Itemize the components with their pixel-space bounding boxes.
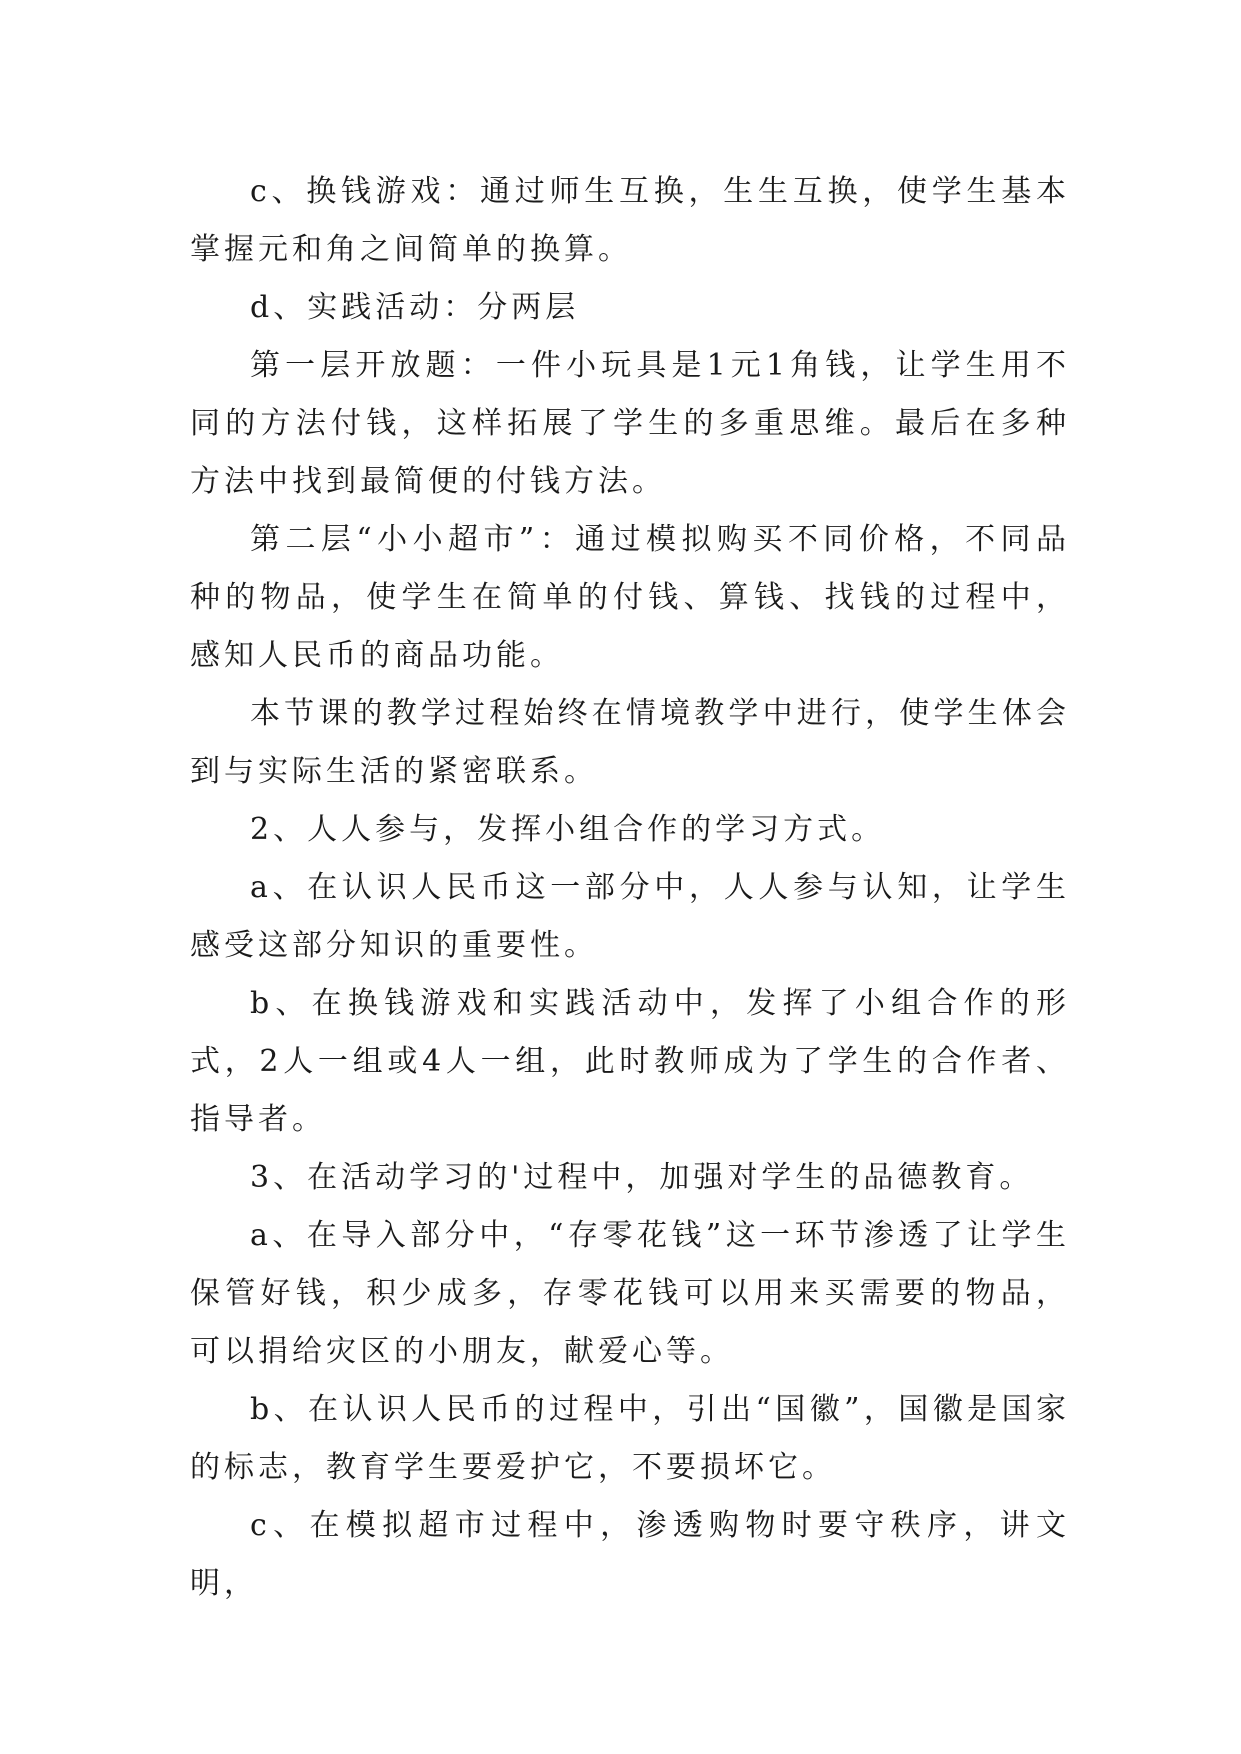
paragraph-heading-group-work: 2、人人参与，发挥小组合作的学习方式。: [250, 812, 886, 847]
paragraph-moral-a: a、在导入部分中，“存零花钱”这一环节渗透了让学生保管好钱，积少成多，存零花钱可以用来买需要的物品，可以捐给灾区的小朋友，献爱心等。: [190, 1218, 1070, 1369]
paragraph-layer-one: 第一层开放题：一件小玩具是1元1角钱，让学生用不同的方法付钱，这样拓展了学生的多重思维。最后在多种方法中找到最简便的付钱方法。: [190, 348, 1070, 499]
paragraph-group-work-a: a、在认识人民币这一部分中，人人参与认知，让学生感受这部分知识的重要性。: [190, 870, 1070, 963]
paragraph-exchange-game: c、换钱游戏：通过师生互换，生生互换，使学生基本掌握元和角之间简单的换算。: [190, 174, 1070, 267]
document-body: [190, 163, 1070, 1613]
paragraph-layer-two: 第二层“小小超市”：通过模拟购买不同价格，不同品种的物品，使学生在简单的付钱、算钱、找钱的过程中，感知人民币的商品功能。: [190, 522, 1070, 673]
paragraph-lesson-summary: 本节课的教学过程始终在情境教学中进行，使学生体会到与实际生活的紧密联系。: [190, 696, 1070, 789]
paragraph-moral-c: c、在模拟超市过程中，渗透购物时要守秩序，讲文明，: [190, 1508, 1070, 1601]
paragraph-practice-activity: d、实践活动：分两层: [250, 290, 580, 325]
paragraph-moral-b: b、在认识人民币的过程中，引出“国徽”，国徽是国家的标志，教育学生要爱护它，不要损坏它。: [190, 1392, 1070, 1485]
paragraph-heading-moral-education: 3、在活动学习的'过程中，加强对学生的品德教育。: [250, 1160, 1034, 1195]
paragraph-group-work-b: b、在换钱游戏和实践活动中，发挥了小组合作的形式，2人一组或4人一组，此时教师成为了学生的合作者、指导者。: [190, 986, 1070, 1137]
